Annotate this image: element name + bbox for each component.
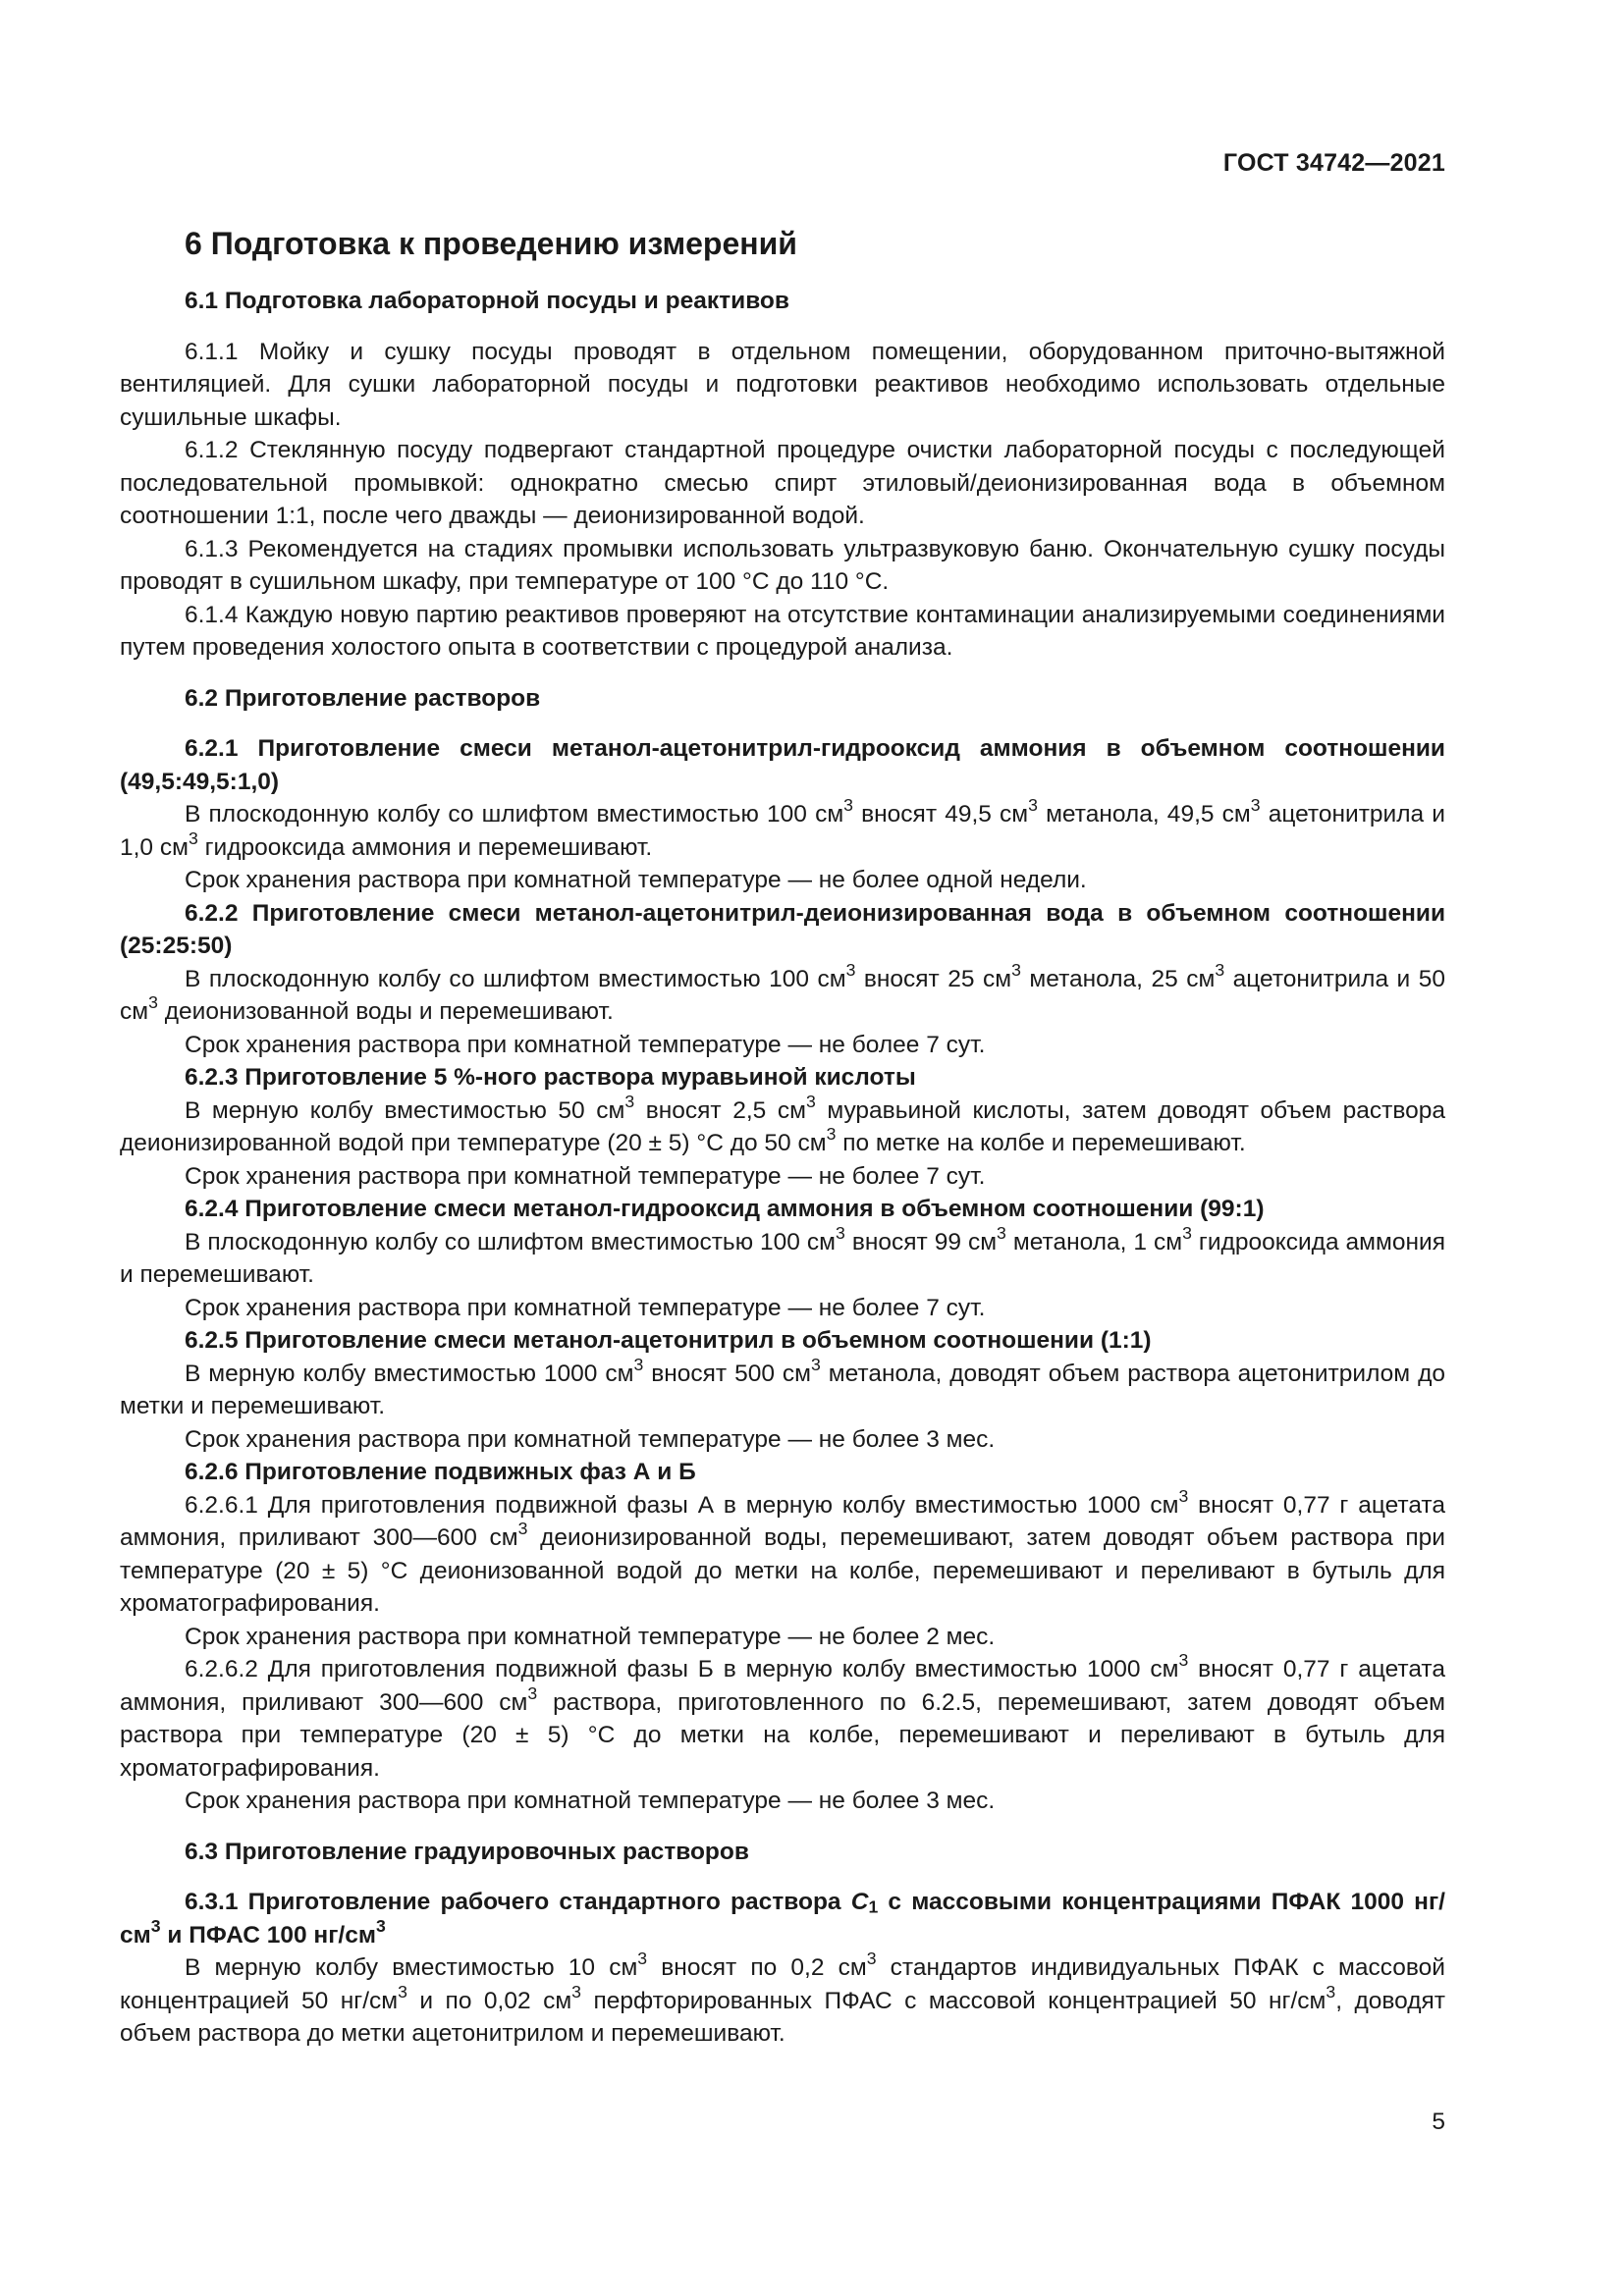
section-6-title: 6 Подготовка к проведению измерений	[185, 226, 797, 261]
storage-6-2-4: Срок хранения раствора при комнатной температуре — не более 7 сут.	[185, 1294, 986, 1321]
section-6-2-5-title: 6.2.5 Приготовление смеси метанол-ацетонитрил в объемном соотношении (1:1)	[185, 1327, 1152, 1354]
section-6-2-4-title: 6.2.4 Приготовление смеси метанол-гидрооксид аммония в объемном соотношении (99:1)	[185, 1196, 1265, 1222]
paragraph-6-2-1: В плоскодонную колбу со шлифтом вместимостью 100 $см^3$ вносят 49,5 $см^3$ метанола, 49,5 $см^3$ ацетонитрила и 1,0 $см^3$ гидрооксида аммония и перемешивают.	[120, 795, 1445, 861]
paragraph-6-2-3: В мерную колбу вместимостью 50 $см^3$ вносят 2,5 $см^3$ муравьиной кислоты, затем доводят объем раствора деионизированной водой при температуре (20 ± 5) °С до 50 $см^3$ по метке на колбе и перемешивают.	[120, 1091, 1446, 1156]
section-6-2-1-title: 6.2.1 Приготовление смеси метанол-ацетонитрил-гидрооксид аммония в объемном соотношении (49,5:49,5:1,0)	[120, 735, 1445, 795]
section-6-3-1-title: 6.3.1 Приготовление рабочего стандартного раствора $С_1$ с массовыми концентрациями ПФАК 1000 $нг/см^3$ и ПФАС 100 $нг/см^3$	[120, 1889, 1445, 1949]
section-6-2-2-title: 6.2.2 Приготовление смеси метанол-ацетонитрил-деионизированная вода в объемном соотношении (25:25:50)	[120, 899, 1445, 959]
document-code: ГОСТ 34742—2021	[1222, 149, 1445, 177]
paragraph-6-2-4: В плоскодонную колбу со шлифтом вместимостью 100 $см^3$ вносят 99 $см^3$ метанола, 1 $см^3$ гидрооксида аммония и перемешивают.	[120, 1222, 1445, 1288]
paragraph-6-1-4: 6.1.4 Каждую новую партию реактивов проверяют на отсутствие контаминации анализируемыми соединениями путем проведения холостого опыта в соответствии с процедурой анализа.	[120, 601, 1445, 661]
paragraph-6-1-3: 6.1.3 Рекомендуется на стадиях промывки использовать ультразвуковую баню. Окончательную сушку посуды проводят в сушильном шкафу, при температуре от 100 °С до 110 °С.	[120, 535, 1445, 595]
page-content	[120, 224, 1445, 2051]
paragraph-6-2-6-2: 6.2.6.2 Для приготовления подвижной фазы Б в мерную колбу вместимостью 1000 $см^3$ вносят 0,77 г ацетата аммония, приливают 300—600 $см^3$ раствора, приготовленного по 6.2.5, перемешивают, затем доводят объем раствора при температуре (20 ± 5) °С до метки на колбе, перемешивают и переливают в бутыль для хроматографирования.	[120, 1650, 1446, 1782]
paragraph-6-1-2: 6.1.2 Стеклянную посуду подвергают стандартной процедуре очистки лабораторной посуды с последующей последовательной промывкой: однократно смесью спирт этиловый/деионизированная вода в объемном соотношении 1:1, после чего дважды — деионизированной водой.	[120, 437, 1445, 529]
storage-6-2-6-1: Срок хранения раствора при комнатной температуре — не более 2 мес.	[185, 1623, 996, 1650]
paragraph-6-2-5: В мерную колбу вместимостью 1000 $см^3$ вносят 500 $см^3$ метанола, доводят объем раствора ацетонитрилом до метки и перемешивают.	[120, 1354, 1445, 1419]
paragraph-6-2-2: В плоскодонную колбу со шлифтом вместимостью 100 $см^3$ вносят 25 $см^3$ метанола, 25 $см^3$ ацетонитрила и 50 $см^3$ деионизованной воды и перемешивают.	[120, 959, 1445, 1025]
paragraph-6-3-1: В мерную колбу вместимостью 10 $см^3$ вносят по 0,2 $см^3$ стандартов индивидуальных ПФАК с массовой концентрацией 50 $нг/см^3$ и по 0,02 $см^3$ перфторированных ПФАС с массовой концентрацией 50 $нг/см^3$, доводят объем раствора до метки ацетонитрилом и перемешивают.	[120, 1949, 1445, 2047]
storage-6-2-2: Срок хранения раствора при комнатной температуре — не более 7 сут.	[185, 1031, 986, 1058]
page-number: 5	[1432, 2109, 1445, 2135]
storage-6-2-3: Срок хранения раствора при комнатной температуре — не более 7 сут.	[185, 1162, 986, 1190]
section-6-2-6-title: 6.2.6 Приготовление подвижных фаз А и Б	[185, 1459, 696, 1485]
paragraph-6-2-6-1: 6.2.6.1 Для приготовления подвижной фазы А в мерную колбу вместимостью 1000 $см^3$ вносят 0,77 г ацетата аммония, приливают 300—600 $см^3$ деионизированной воды, перемешивают, затем доводят объем раствора при температуре (20 ± 5) °С деионизованной водой до метки на колбе, перемешивают и переливают в бутыль для хроматографирования.	[120, 1485, 1445, 1617]
section-6-2-3-title: 6.2.3 Приготовление 5 %-ного раствора муравьиной кислоты	[185, 1064, 916, 1091]
storage-6-2-1: Срок хранения раствора при комнатной температуре — не более одной недели.	[185, 867, 1087, 893]
section-6-2-title: 6.2 Приготовление растворов	[185, 684, 541, 712]
section-6-3-title: 6.3 Приготовление градуировочных растворов	[185, 1838, 749, 1865]
section-6-1-title: 6.1 Подготовка лабораторной посуды и реактивов	[185, 288, 789, 314]
storage-6-2-5: Срок хранения раствора при комнатной температуре — не более 3 мес.	[185, 1425, 996, 1453]
paragraph-6-1-1: 6.1.1 Мойку и сушку посуды проводят в отдельном помещении, оборудованном приточно-вытяжной вентиляцией. Для сушки лабораторной посуды и подготовки реактивов необходимо использовать отдельные сушильные шкафы.	[120, 338, 1445, 431]
storage-6-2-6-2: Срок хранения раствора при комнатной температуре — не более 3 мес.	[185, 1788, 996, 1814]
